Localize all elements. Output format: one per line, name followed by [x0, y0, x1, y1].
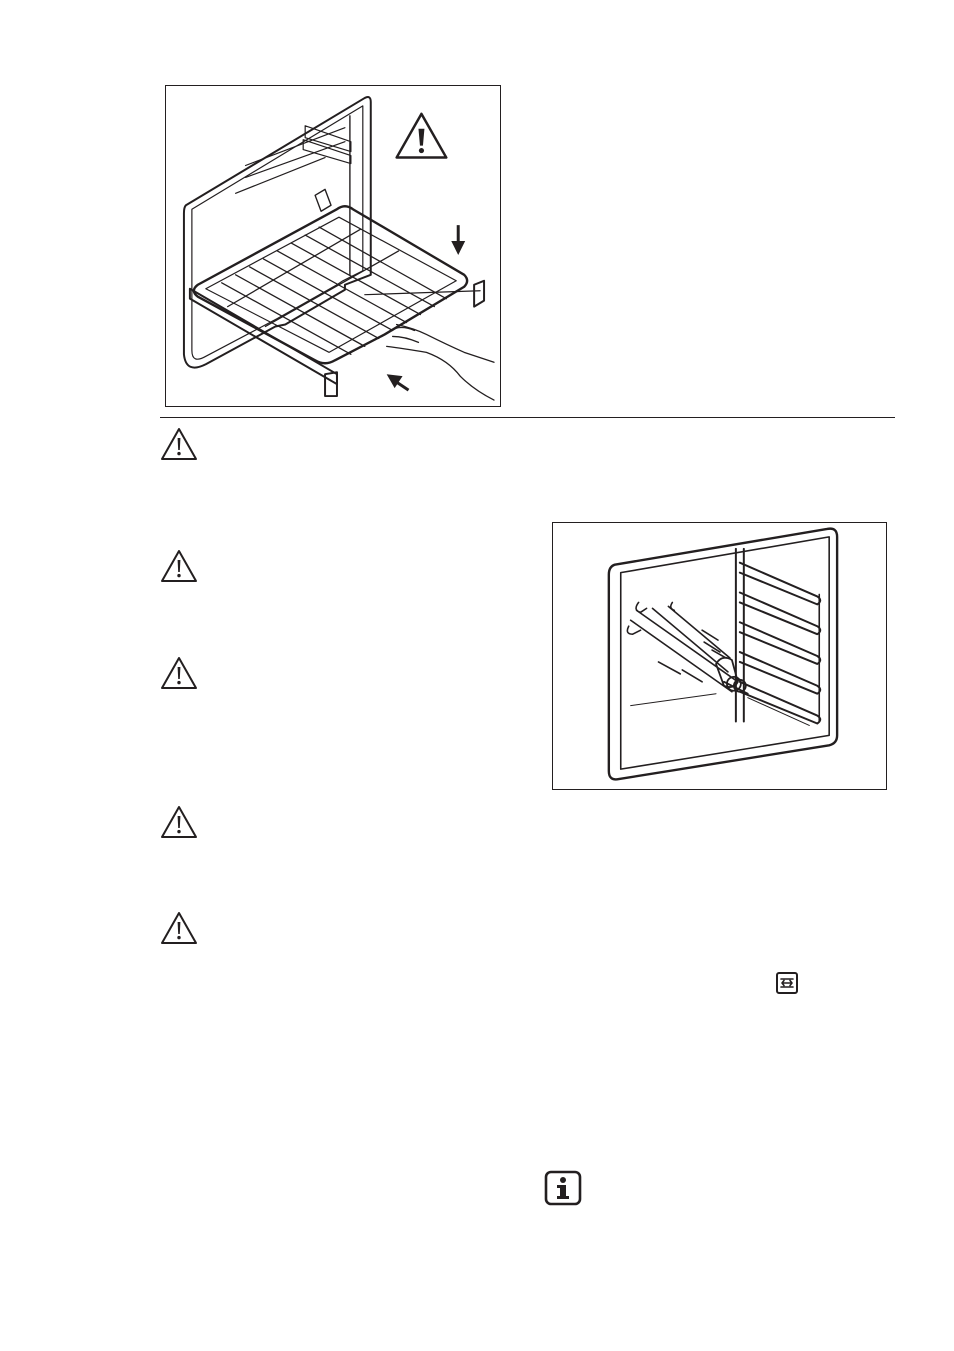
oven-cavity-frame: [609, 529, 837, 780]
grill-element-illustration: [552, 522, 887, 790]
warning-triangle-icon: [397, 114, 447, 158]
arrow-down-icon: [451, 225, 465, 255]
wire-shelf: [194, 206, 467, 363]
section-divider: [160, 417, 895, 418]
hand-icon: [387, 325, 494, 401]
warning-icon: [159, 804, 199, 840]
warning-icon: [159, 426, 199, 462]
oven-symbol-icon: [776, 972, 798, 994]
grill-element-drawing: [553, 523, 886, 789]
info-icon: [544, 1170, 582, 1206]
shelf-insertion-illustration: [165, 85, 501, 407]
oven-frame-outline: [184, 97, 371, 368]
shelf-insertion-drawing: [166, 86, 500, 406]
shelf-support-icon: [736, 549, 820, 724]
warning-icon: [159, 910, 199, 946]
warning-icon: [159, 548, 199, 584]
arrow-diagonal-icon: [387, 374, 409, 390]
warning-icon: [159, 655, 199, 691]
